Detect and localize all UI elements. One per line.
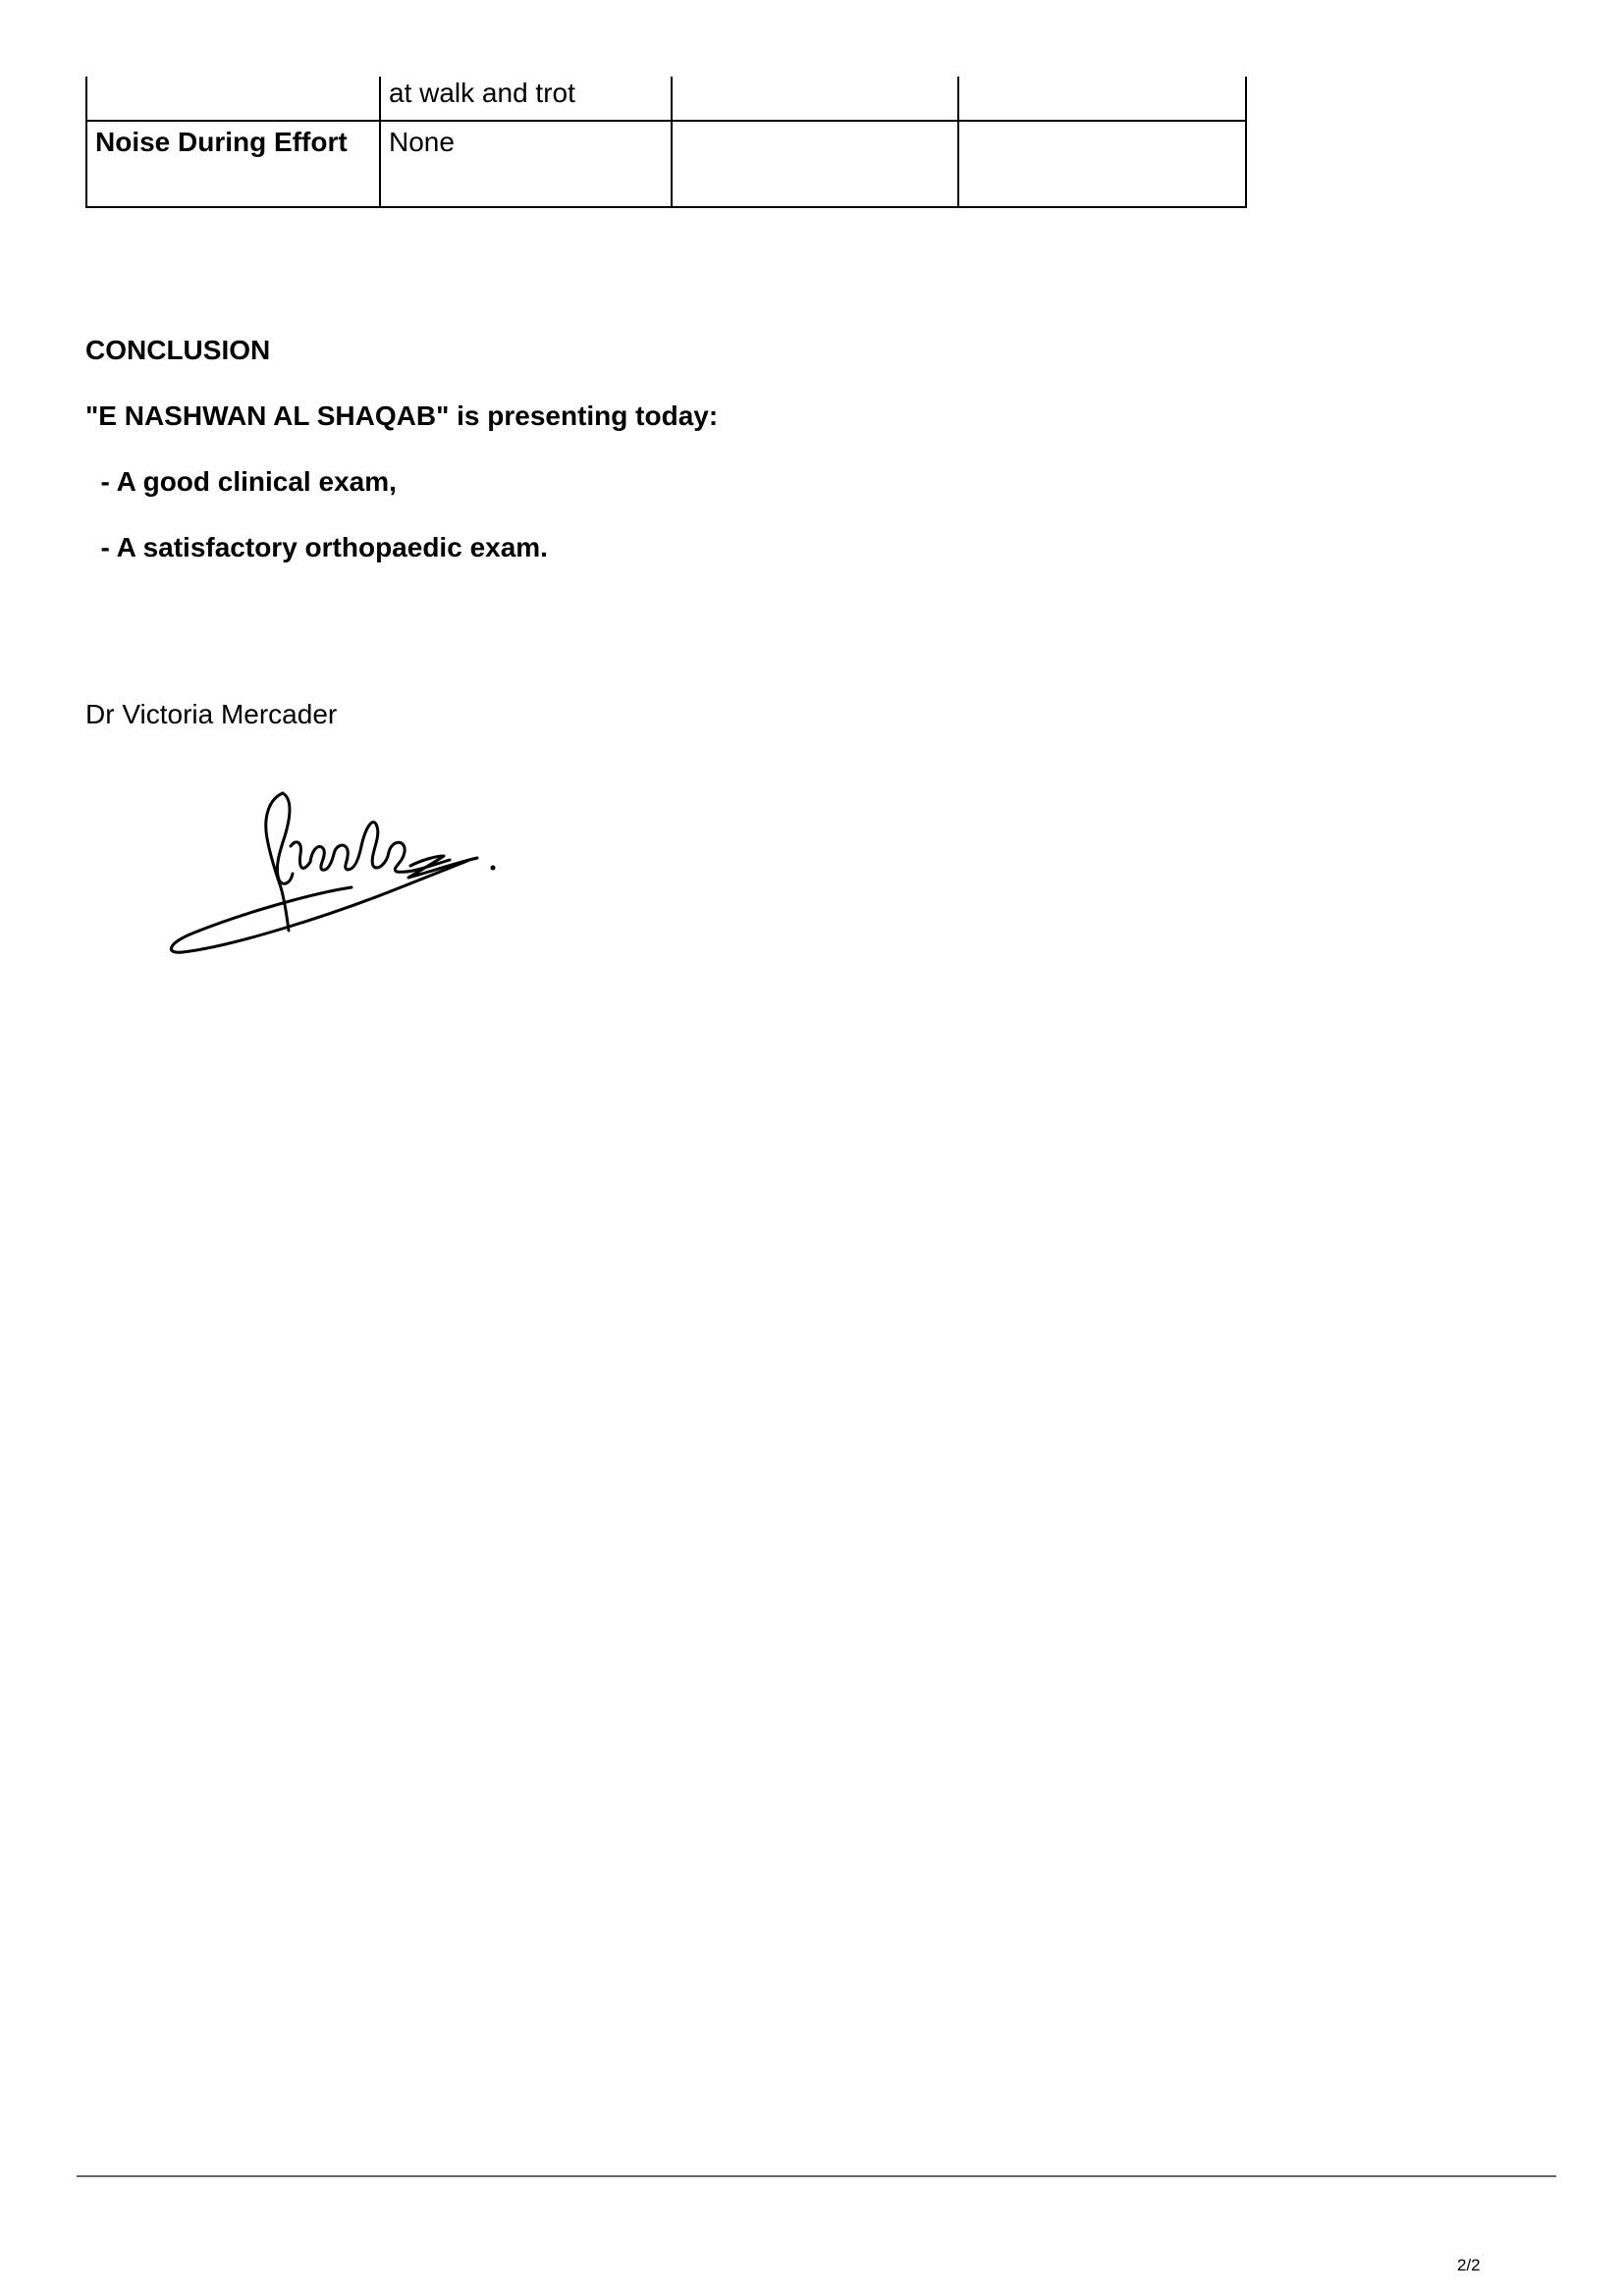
page-number: 2/2 bbox=[1457, 2256, 1481, 2274]
exam-table bbox=[85, 77, 1247, 208]
table-row bbox=[86, 121, 1246, 207]
table-cell bbox=[672, 121, 958, 207]
table-cell-label: Noise During Effort bbox=[86, 121, 380, 207]
conclusion-heading: CONCLUSION bbox=[85, 335, 271, 365]
conclusion-item: - A good clinical exam, bbox=[85, 466, 397, 497]
table-row bbox=[86, 77, 1246, 121]
conclusion-intro: "E NASHWAN AL SHAQAB" is presenting today: bbox=[85, 400, 719, 431]
conclusion-section bbox=[85, 334, 718, 597]
table-cell bbox=[672, 77, 958, 121]
signature-image bbox=[165, 777, 511, 956]
table-cell-label bbox=[86, 77, 380, 121]
table-cell-value: None bbox=[380, 121, 672, 207]
table-cell bbox=[958, 77, 1246, 121]
conclusion-item: - A satisfactory orthopaedic exam. bbox=[85, 532, 548, 562]
table-cell bbox=[958, 121, 1246, 207]
footer-divider bbox=[77, 2175, 1556, 2177]
signer-name: Dr Victoria Mercader bbox=[85, 699, 338, 729]
table-cell-value: at walk and trot bbox=[380, 77, 672, 121]
